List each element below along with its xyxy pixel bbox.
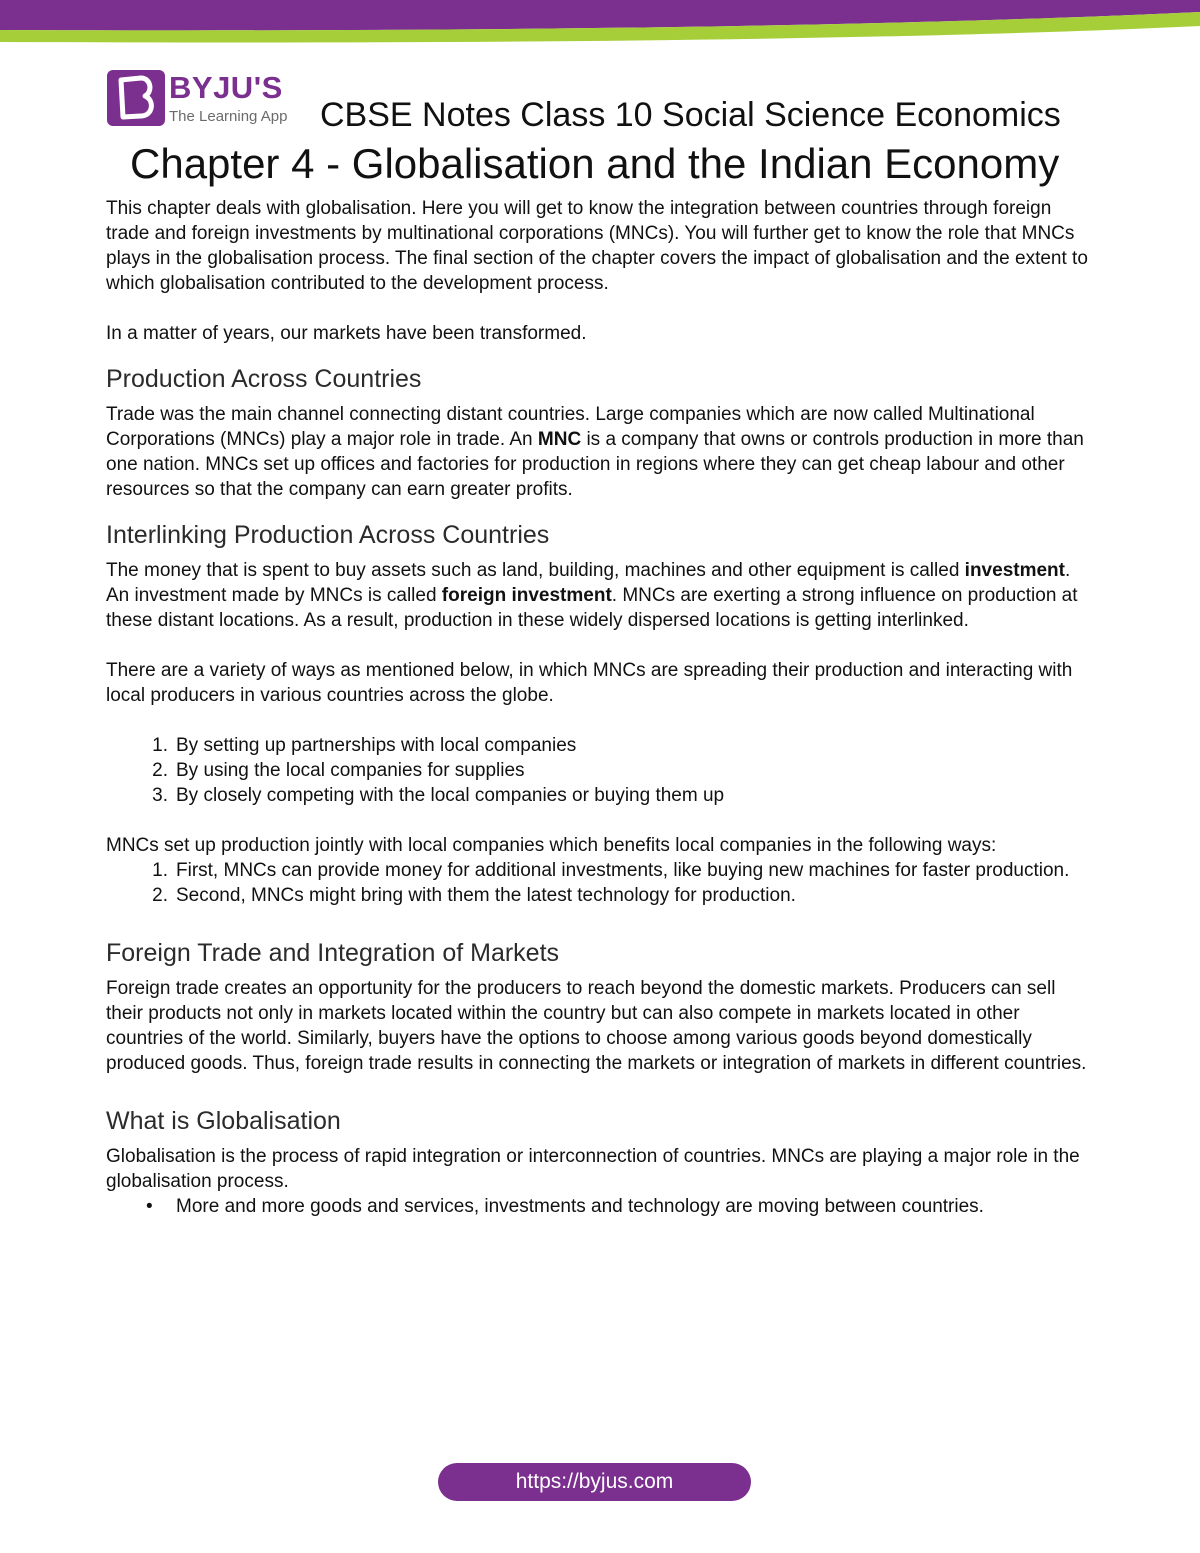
bold-term: foreign investment <box>441 585 612 606</box>
list-item <box>106 758 1096 783</box>
chapter-title: Chapter 4 - Globalisation and the Indian Economy <box>130 140 1060 187</box>
bold-term: MNC <box>537 429 582 450</box>
list-item <box>106 883 1096 908</box>
bullet-marker: • <box>146 1196 153 1217</box>
section-paragraph: Foreign trade creates an opportunity for the producers to reach beyond the domestic markets. Producers can sell their products not only in markets located within the country but can also compete in markets located in other countries of the world. Similarly, buyers have the options to choose among various goods beyond domestically produced goods. Thus, foreign trade results in connecting the markets or integration of markets in different countries. <box>106 978 1087 1074</box>
logo-b-icon <box>107 70 165 126</box>
list-item <box>106 733 1096 758</box>
section-paragraph <box>106 558 1096 633</box>
numbered-list <box>106 733 1096 808</box>
list-item-text: By using the local companies for supplies <box>176 760 525 781</box>
text-run: . An investment made by MNCs is called <box>106 560 1071 606</box>
list-item-text: By setting up partnerships with local companies <box>176 735 577 756</box>
footer-url-link[interactable]: https://byjus.com <box>438 1463 751 1501</box>
list-item <box>106 1194 1096 1219</box>
section-paragraph: Globalisation is the process of rapid integration or interconnection of countries. MNCs are playing a major role in the globalisation process. <box>106 1146 1080 1192</box>
list-number: 3. <box>152 785 168 806</box>
top-band-shape <box>0 0 1200 44</box>
text-run: The money that is spent to buy assets such as land, building, machines and other equipment is called <box>106 560 965 581</box>
top-decorative-band <box>0 0 1200 44</box>
section-paragraph: There are a variety of ways as mentioned below, in which MNCs are spreading their production and interacting with local producers in various countries across the globe. <box>106 660 1073 706</box>
list-item-text: More and more goods and services, investments and technology are moving between countries. <box>176 1196 984 1217</box>
list-item <box>106 783 1096 808</box>
list-number: 1. <box>152 735 168 756</box>
section-heading-globalisation: What is Globalisation <box>106 1107 341 1135</box>
section-paragraph <box>106 402 1096 502</box>
list-number: 1. <box>152 860 168 881</box>
numbered-list <box>106 858 1096 908</box>
section-paragraph: MNCs set up production jointly with local companies which benefits local companies in the following ways: <box>106 835 997 856</box>
text-run: Trade was the main channel connecting distant countries. Large companies which are now called Multinational Corporations (MNCs) play a major role in trade. An <box>106 404 1035 450</box>
list-number: 2. <box>152 885 168 906</box>
text-run: is a company that owns or controls production in more than one nation. MNCs set up offices and factories for production in regions where they can get cheap labour and other resources so that the company can earn greater profits. <box>106 429 1084 500</box>
bold-term: investment <box>964 560 1065 581</box>
list-item <box>106 858 1096 883</box>
byjus-logo <box>107 68 307 128</box>
list-item-text: First, MNCs can provide money for additional investments, like buying new machines for faster production. <box>176 860 1070 881</box>
list-number: 2. <box>152 760 168 781</box>
list-item-text: Second, MNCs might bring with them the latest technology for production. <box>176 885 796 906</box>
text-run: . MNCs are exerting a strong influence on production at these distant locations. As a result, production in these widely dispersed locations is getting interlinked. <box>106 585 1078 631</box>
bullet-list <box>106 1194 1096 1219</box>
document-header-title: CBSE Notes Class 10 Social Science Economics <box>320 96 1061 134</box>
logo-tagline: The Learning App <box>169 108 288 125</box>
section-heading-foreign-trade: Foreign Trade and Integration of Markets <box>106 939 560 967</box>
document-body <box>106 196 1096 1219</box>
section-heading-interlinking: Interlinking Production Across Countries <box>106 521 550 549</box>
section-heading-production: Production Across Countries <box>106 365 422 393</box>
intro-paragraph-2: In a matter of years, our markets have been transformed. <box>106 323 587 344</box>
intro-paragraph: This chapter deals with globalisation. Here you will get to know the integration between countries through foreign trade and foreign investments by multinational corporations (MNCs). You will further get to know the role that MNCs plays in the globalisation process. The final section of the chapter covers the impact of globalisation and the extent to which globalisation contributed to the development process. <box>106 198 1088 294</box>
logo-badge <box>107 70 165 126</box>
list-item-text: By closely competing with the local companies or buying them up <box>176 785 725 806</box>
logo-wordmark: BYJU'S <box>169 70 283 105</box>
